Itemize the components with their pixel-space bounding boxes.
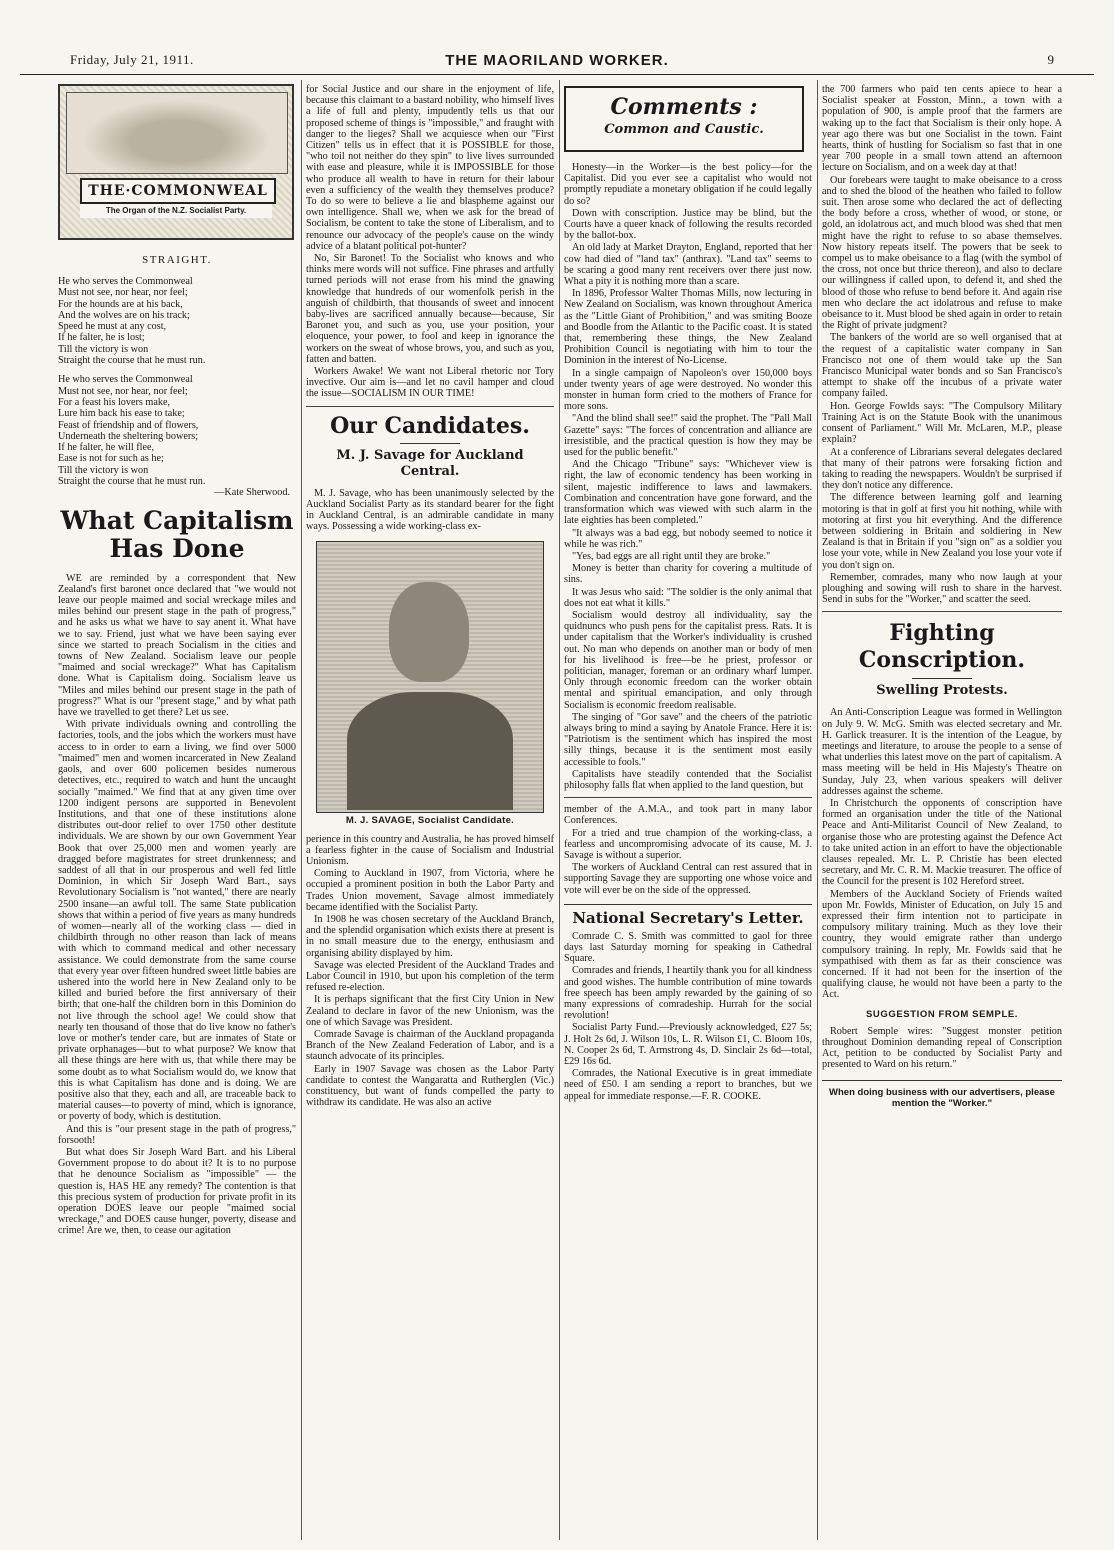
article-paragraph: for Social Justice and our share in the enjoyment of life, because this claimant to a bastard nobility, who himself lives a life of full and plenty, impudently tells us that our proposed scheme of things is "impossible," and fraught with danger to the lieges? Shall we acquiesce when our "First Citizen" tells us in effect that it is POSSIBLE for those, "who toil not neither do they spin" to live lives surrounded with ease and pleasure, while it is IMPOSSIBLE for those who produce all wealth to have in return for their labour even a sufficiency of the wealth they themselves produce? To do so were to believe a lie and blaspheme against our own intelligence. Shall we, when we ask for the bread of Socialism, be content to take the stone of Liberalism, and to renounce our advocacy of the people's cause on the windy advice of a blatant political pot-hunter? <box>306 84 554 252</box>
comment-paragraph: Down with conscription. Justice may be blind, but the Courts have a queer knack of following the results recorded by the ballot-box. <box>564 207 812 242</box>
banner-illustration <box>66 92 288 174</box>
comment-paragraph: The singing of "Gor save" and the cheers of the patriotic always bring to mind a saying by Anatole France. Here it is: "Patriotism is the sentiment which has inspired the most silly things, because it is the sentiment most easily accessible to fools." <box>564 711 812 768</box>
article-paragraph: No, Sir Baronet! To the Socialist who knows and who thinks mere words will not suffice. Fine phrases and artfully turned periods will not erase from his mind the gnawing knowledge that hundreds of our womenfolk perish in the anguish of childbirth, that thousands of sweet and innocent baby-lives are sacrificed annually because—because, Sir Baronet you, and such as you, use your position, your eloquence, your power, to fool and keep in ignorance the workers on the sweat of whose brows, you, and such as you, fatten and batten. <box>306 253 554 365</box>
banner-subtitle: The Organ of the N.Z. Socialist Party. <box>80 204 272 218</box>
column-4 <box>822 84 1062 1544</box>
comment-paragraph: the 700 farmers who paid ten cents apiece to hear a Socialist speaker at Fosston, Minn., a town with a population of 900, is ample proof that the farmers are waking up to the fact that Socialism is their only hope. A year ago there was but one Socialist in the town. Faint hearts, think of hustling for Socialism so fast that in one year 700 people in a small town attend an afternoon lecture on Socialism, and on a week day at that! <box>822 84 1062 174</box>
comment-paragraph: It was Jesus who said: "The soldier is the only animal that does not eat what it kills." <box>564 586 812 609</box>
article-subheadline: Swelling Protests. <box>876 683 1008 699</box>
article-headline: What Capitalism Has Done <box>60 505 294 563</box>
column-rule <box>301 80 302 1540</box>
poem-title: STRAIGHT. <box>142 254 212 266</box>
comment-paragraph: At a conference of Librarians several delegates declared that many of their patrons were forsaking fiction and taking to reading the newspapers. Wouldn't be surprised if they don't notice any difference. <box>822 446 1062 492</box>
article-paragraph: But what does Sir Joseph Ward Bart. and his Liberal Government propose to do about it? It is to no purpose that he denounce Socialism as "impossible" — the question is, HAS HE any remedy? The contention is that this precious system of production for private profit in its operation DOES leave our people "maimed social wreckage," and DOES cause hunger, poverty, disease and crime! Are we, then, to cease our agitation <box>58 1147 296 1237</box>
comment-paragraph: "It always was a bad egg, but nobody seemed to notice it while he was rich." <box>564 527 812 550</box>
comment-paragraph: Remember, comrades, many who now laugh at your ploughing and sowing will rush to share in the harvest. Send in subs for the "Worker," and scatter the seed. <box>822 571 1062 606</box>
comments-subtitle: Common and Caustic. <box>604 122 764 137</box>
article-paragraph: Savage was elected President of the Auckland Trades and Labor Council in 1910, but upon his completion of the term refused re-election. <box>306 959 554 994</box>
comment-paragraph: Honesty—in the Worker—is the best policy—for the Capitalist. Did you ever see a capitalist who would not promptly repudiate a monetary obligation if he could legally do so? <box>564 162 812 207</box>
comment-paragraph: Socialism would destroy all individuality, say the quidnuncs who push pens for the capitalist press. Rats. It is under capitalism that the Worker's individuality is crushed out. No man who depends on another man or body of men for his livelihood is free—be he priest, professor or politician, manager, foreman or an ordinary wharf lumper. Only through economic freedom can the worker obtain mental and spiritual emancipation, and only through Socialism is economic freedom realisable. <box>564 609 812 711</box>
poem-line: Must not see, nor hear, nor feel; <box>58 385 188 397</box>
poem-line: He who serves the Commonweal <box>58 374 193 386</box>
candidate-portrait-photo <box>316 541 544 813</box>
poem-line: Ease is not for such as he; <box>58 453 164 465</box>
comment-paragraph: And the Chicago "Tribune" says: "Whichever view is right, the law of economic tendency has been working in silent, majestic indifference to laws and lawmakers. Combination and concentration have gone forward, and the transformation which was viewed with such alarm in the late eighties has been completed." <box>564 459 812 527</box>
comment-paragraph: The bankers of the world are so well organised that at the request of a capitalistic water company in San Francisco not one of them would take up the San Francisco Municipal water bonds and so San Francisco's attempt to shake off the incubus of a private water company failed. <box>822 332 1062 400</box>
column-3 <box>564 84 812 1544</box>
column-rule <box>559 80 560 1540</box>
article-paragraph: It is perhaps significant that the first City Union in New Zealand to declare in favor of the new Unionism, was the one of which Savage was President. <box>306 994 554 1028</box>
comment-paragraph: "And the blind shall see!" said the prophet. The "Pall Mall Gazette" says: "The forces of concentration and alliance are irresistible, and the practical question is how they may be used for the public benefit." <box>564 413 812 459</box>
poem-line: Straight the course that he must run. <box>58 355 206 367</box>
article-paragraph: Early in 1907 Savage was chosen as the Labor Party candidate to contest the Wangaratta and Rutherglen (Vic.) constituency, but want of funds compelled the party to withdraw its candidate. He was also an active <box>306 1063 554 1109</box>
article-paragraph: And this is "our present stage in the path of progress," forsooth! <box>58 1123 296 1146</box>
divider <box>306 406 554 407</box>
article-paragraph: For a tried and true champion of the working-class, a fearless and uncompromising advocate of its cause, M. J. Savage is without a superior. <box>564 827 812 861</box>
poem-line: If he falter, he is lost; <box>58 332 145 344</box>
article-subheadline: M. J. Savage for Auckland Central. <box>336 447 524 479</box>
article-paragraph: Comrade C. S. Smith was committed to gaol for three days last Saturday morning for speaking in Cathedral Square. <box>564 930 812 965</box>
article-paragraph: Socialist Party Fund.—Previously acknowledged, £27 5s; J. Holt 2s 6d, J. Wilson 10s, L. R. Wilson £1, C. Bloom 10s, N. Cooper 2s 6d, T. Armstrong 4s, D. Sinclair 2s 6d—total, £29 16s 6d. <box>564 1022 812 1068</box>
poem-line: If he falter, he will flee, <box>58 442 155 454</box>
divider <box>822 611 1062 612</box>
poem-line: Feast of friendship and of flowers, <box>58 419 199 431</box>
poem-stanza <box>58 374 296 498</box>
comment-paragraph: "Yes, bad eggs are all right until they are broke." <box>572 550 771 562</box>
comment-paragraph: In a single campaign of Napoleon's over 150,000 boys under twenty years of age were destroyed. No wonder this monster in human form cried to the mothers of France for more sons. <box>564 367 812 413</box>
column-rule <box>817 80 818 1540</box>
article-paragraph: Members of the Auckland Society of Friends waited upon Mr. Fowlds, Minister of Education, on July 15 and expressed their firm intention not to participate in compulsory military training. Much as they love their country, they would emigrate rather than undergo compulsory training. In reply, Mr. Fowlds said that he sympathised with them as far as their conscience was concerned. If it had not been for the insertion of the qualifying clause, he would not have been a party to the Act. <box>822 888 1062 1001</box>
section-headline: SUGGESTION FROM SEMPLE. <box>865 1008 1019 1020</box>
article-paragraph: M. J. Savage, who has been unanimously selected by the Auckland Socialist Party as its standard bearer for the fight in Auckland Central, is an admirable candidate in many ways. Possessing a wide working-class ex- <box>306 487 554 533</box>
comment-paragraph: Hon. George Fowlds says: "The Compulsory Military Training Act is on the Statute Book with the unanimous consent of Parliament." Will Mr. McLaren, M.P., please explain? <box>822 400 1062 446</box>
comment-paragraph: In 1896, Professor Walter Thomas Mills, now lecturing in New Zealand on Socialism, was known throughout America as the "Little Giant of Prohibition," and was smiting Booze and Boodle from the Atlantic to the Pacific coast. It is stated that, remembering these things, the New Zealand Prohibition Council is negotiating with him to tour the Dominion in the interest of No-License. <box>564 288 812 367</box>
article-paragraph: Workers Awake! We want not Liberal rhetoric nor Tory invective. Our aim is—and let no cavil hamper and cloud the issue—SOCIALISM IN OUR TIME! <box>306 366 554 400</box>
issue-date: Friday, July 21, 1911. <box>70 52 194 67</box>
comment-paragraph: The difference between learning golf and learning motoring is that in golf at first you hit nothing, while with motoring at first you hit everything. And the difference between soldiering in Britain and soldiering in New Zealand is that in Britain if you "sign on" as a soldier you lose your vote, while in New Zealand you lose your vote if you don't sign on. <box>822 492 1062 571</box>
photo-caption: M. J. SAVAGE, Socialist Candidate. <box>345 814 515 826</box>
comments-banner <box>564 86 804 152</box>
poem-line: And the wolves are on his track; <box>58 309 190 321</box>
poem-stanza <box>58 276 296 366</box>
section-headline: National Secretary's Letter. <box>564 904 812 927</box>
poem-line: Straight the course that he must run. <box>58 476 206 488</box>
poem-line: Underneath the sheltering bowers; <box>58 430 199 442</box>
poem-line: For a feast his lovers make, <box>58 396 171 408</box>
comment-paragraph: An old lady at Market Drayton, England, reported that her cow had died of "land tax" (anthrax). "Land tax" seems to be scaring a good many rent receivers over there just now. What a pity it is nothing more than a scare. <box>564 242 812 288</box>
article-paragraph: Coming to Auckland in 1907, from Victoria, where he occupied a prominent position in both the Labor Party and Trades Union movement, Savage almost immediately became identified with the Socialist Party. <box>306 868 554 913</box>
article-paragraph: In Christchurch the opponents of conscription have formed an organisation under the title of the National Peace and Anti-Militarist Council of New Zealand, to organise those who are protesting against the Defence Act to take united action in an effort to have the objectionable clauses repealed. Mr. L. P. Christie has been elected secretary, and Mr. C. R. M. Mackie treasurer. The office of the Council for the present is 102 Hereford street. <box>822 797 1062 888</box>
article-paragraph: The workers of Auckland Central can rest assured that in supporting Savage they are supporting one whose voice and vote will ever be on the side of the oppressed. <box>564 862 812 896</box>
poem-author: —Kate Sherwood. <box>214 487 290 499</box>
comment-paragraph: Our forebears were taught to make obeisance to a cross and to shed the blood of the heathen who failed to follow suit. Then arose some who declared the act of deflecting the body before a cross, whether of wood, or stone, or gold, an idolatrous act, and much blood was shed that men might have the right to refuse to so abase themselves. Now history repeats itself. The powers that be seek to compel us to make obeisance to a flag (with the symbol of the cross, not once but thrice thereon), and also to declare our willingness if called upon, to defend it, and shed the blood of those who refuse to bend before it. And again rise men who declare the act idolatrous and refuse to make obeisance to it. Must blood be shed again in order to retain the Right of private judgment? <box>822 174 1062 332</box>
poem-line: Till the victory is won <box>58 343 149 355</box>
portrait-body <box>347 692 513 810</box>
divider <box>912 678 972 679</box>
banner-title: THE·COMMONWEAL <box>80 178 276 204</box>
poem-line: Speed he must at any cost, <box>58 321 167 333</box>
comment-paragraph: Capitalists have steadily contended that the Socialist philosophy falls flat when applied to the land question, but <box>564 768 812 791</box>
article-paragraph: Robert Semple wires: "Suggest monster petition throughout Dominion demanding repeal of Conscription Act, petition to be conducted by Socialist Party and presented to Ward on his return." <box>822 1025 1062 1071</box>
article-paragraph: Comrade Savage is chairman of the Auckland propaganda Branch of the New Zealand Federation of Labor, and is a staunch advocate of its principles. <box>306 1028 554 1063</box>
article-paragraph: perience in this country and Australia, he has proved himself a fearless fighter in the cause of Socialism and Industrial Unionism. <box>306 833 554 867</box>
comment-paragraph: Money is better than charity for covering a multitude of sins. <box>564 563 812 586</box>
poem-line: Till the victory is won <box>58 464 149 476</box>
article-paragraph: WE are reminded by a correspondent that New Zealand's first baronet once declared that "we would not leave our people maimed and social wreckage miles and miles behind our present stage in the path of progress," and he asks us what we have to say anent it. What have we to say. Friend, just what we have been saying ever since we started to preach Socialism in the cities and towns of New Zealand. Socialism leave our people "maimed and social wreckage?" What has Capitalism done. What is Capitalism doing. Socialism leave us "Miles and miles behind our present stage in the path of progress?" What is our "present stage," and by what path have we travelled to get there? Let us see. <box>58 572 296 719</box>
comments-title: Comments : <box>610 94 758 120</box>
divider <box>400 443 460 444</box>
portrait-face <box>389 582 469 682</box>
article-paragraph: Comrades and friends, I heartily thank you for all kindness and good wishes. The humble contribution of mine towards free speech has been amply rewarded by the gaining of so many expressions of comradeship. Hurrah for the social revolution! <box>564 965 812 1022</box>
section-headline: Our Candidates. <box>330 412 530 439</box>
poem-line: Lure him back his ease to take; <box>58 408 185 420</box>
column-2 <box>306 84 554 1544</box>
divider <box>564 797 812 798</box>
poem-line: He who serves the Commonweal <box>58 276 193 287</box>
newspaper-title: THE MAORILAND WORKER. <box>445 52 669 69</box>
article-paragraph: member of the A.M.A., and took part in many labor Conferences. <box>564 804 812 827</box>
article-paragraph: In 1908 he was chosen secretary of the Auckland Branch, and the splendid organisation which exists there at present is in no small measure due to the energy, enthusiasm and organising ability displayed by him. <box>306 913 554 959</box>
commonweal-banner <box>58 84 294 240</box>
masthead <box>20 52 1094 75</box>
poem-line: Must not see, nor hear, nor feel; <box>58 287 188 299</box>
article-paragraph: An Anti-Conscription League was formed in Wellington on July 9. W. McG. Smith was elected secretary and Mr. H. Garlick treasurer. It is the intention of the League, by meetings and literature, to arouse the people to a sense of what underlies this latest move on the part of capitalism. A mass meeting will be held in His Majesty's Theatre on Sunday, July 23, when various speakers will deliver addresses against the scheme. <box>822 707 1062 797</box>
article-paragraph: With private individuals owning and controlling the factories, tools, and the jobs which the workers must have access to in order to earn a living, we find over 5000 "maimed" men and women incarcerated in New Zealand gaols, and over 600 policemen besides numerous detectives, etc., required to watch and hunt the uncaught socially "maimed." We find that at any given time over 1200 indigent persons are supported in Benevolent Institutions, and that one of these institutions alone distributes out-door relief to over 1750 other destitute individuals. We are shown by our own Government Year Book that over 25,000 men and women yearly are dragged before magistrates for street drunkenness; and saddest of all that in our prosperous and well fed little Dominion, in which Sir Joseph Ward Bart., says Revolutionary Socialism is "not wanted," there are nearly 2500 insane—an awful toll. The same State publication shows that within a period of five years as many hundreds of women—nearly all of the working class — died in childbirth through no other reason than lack of means with which to command medical and other necessary assistance. We could demonstrate from the same course that every year over fifteen hundred sweet little babies are ushered into the world here in New Zealand only to be killed and buried before the first anniversary of their birth; that one-half the children born in this Dominion do not live through the school age! We could show that nearly ten thousand of those that do live know no father's love or mother's tender care, but are inmates of State or private orphanages—but to what purpose? We know that all these things are here with us, that while there may be some doubt as to what Socialism would do, we know that this is what Capitalism has done and is doing. We are positive also that they, each and all, are traceable back to material causes—to poverty of mind, which is ignorance, or poverty of body, which is destitution. <box>58 719 296 1123</box>
column-1 <box>58 84 296 1544</box>
article-paragraph: Comrades, the National Executive is in great immediate need of £50. I am sending a report to branches, but we appeal for immediate response.—F. R. COOKE. <box>564 1068 812 1102</box>
poem-line: For the hounds are at his back, <box>58 298 183 310</box>
advertiser-notice: When doing business with our advertisers, please mention the "Worker." <box>822 1080 1062 1109</box>
section-headline: Fighting Conscription. <box>858 620 1026 674</box>
page-number: 9 <box>1047 52 1054 67</box>
